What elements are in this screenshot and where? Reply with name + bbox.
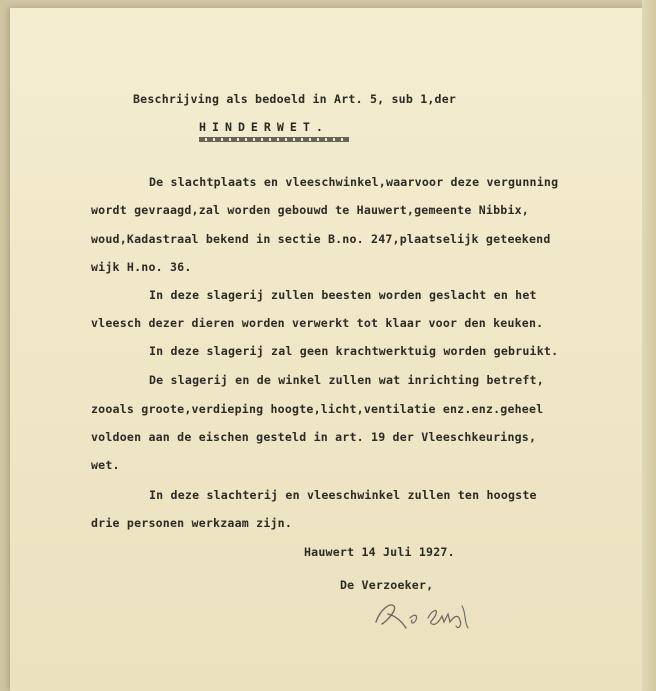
paragraph-line-9: zooals groote,verdieping hoogte,licht,ventilatie enz.enz.geheel — [91, 402, 544, 416]
paragraph-line-12: In deze slachterij en vleeschwinkel zullen ten hoogste — [149, 488, 537, 502]
paragraph-line-2: wordt gevraagd,zal worden gebouwd te Hauwert,gemeente Nibbix, — [91, 203, 529, 217]
paragraph-line-6: vleesch dezer dieren worden verwerkt tot klaar voor den keuken. — [91, 316, 544, 330]
date-line: Hauwert 14 Juli 1927. — [304, 545, 455, 559]
signature — [370, 592, 490, 634]
paragraph-line-13: drie personen werkzaam zijn. — [91, 516, 293, 530]
paragraph-line-8: De slagerij en de winkel zullen wat inrichting betreft, — [149, 373, 544, 387]
document-heading: Beschrijving als bedoeld in Art. 5, sub 1,der — [133, 92, 457, 106]
title-underline — [199, 137, 349, 142]
closing-line: De Verzoeker, — [340, 578, 434, 592]
paragraph-line-3: woud,Kadastraal bekend in sectie B.no. 247,plaatselijk geteekend — [91, 232, 551, 246]
paragraph-line-1: De slachtplaats en vleeschwinkel,waarvoor deze vergunning — [149, 175, 559, 189]
paragraph-line-10: voldoen aan de eischen gesteld in art. 19 der Vleeschkeurings, — [91, 430, 537, 444]
paragraph-line-4: wijk H.no. 36. — [91, 260, 192, 274]
paragraph-line-7: In deze slagerij zal geen krachtwerktuig worden gebruikt. — [149, 344, 559, 358]
paragraph-line-5: In deze slagerij zullen beesten worden geslacht en het — [149, 288, 537, 302]
document-title: HINDERWET. — [199, 120, 329, 134]
paragraph-line-11: wet. — [91, 458, 120, 472]
page-edge — [642, 0, 656, 691]
